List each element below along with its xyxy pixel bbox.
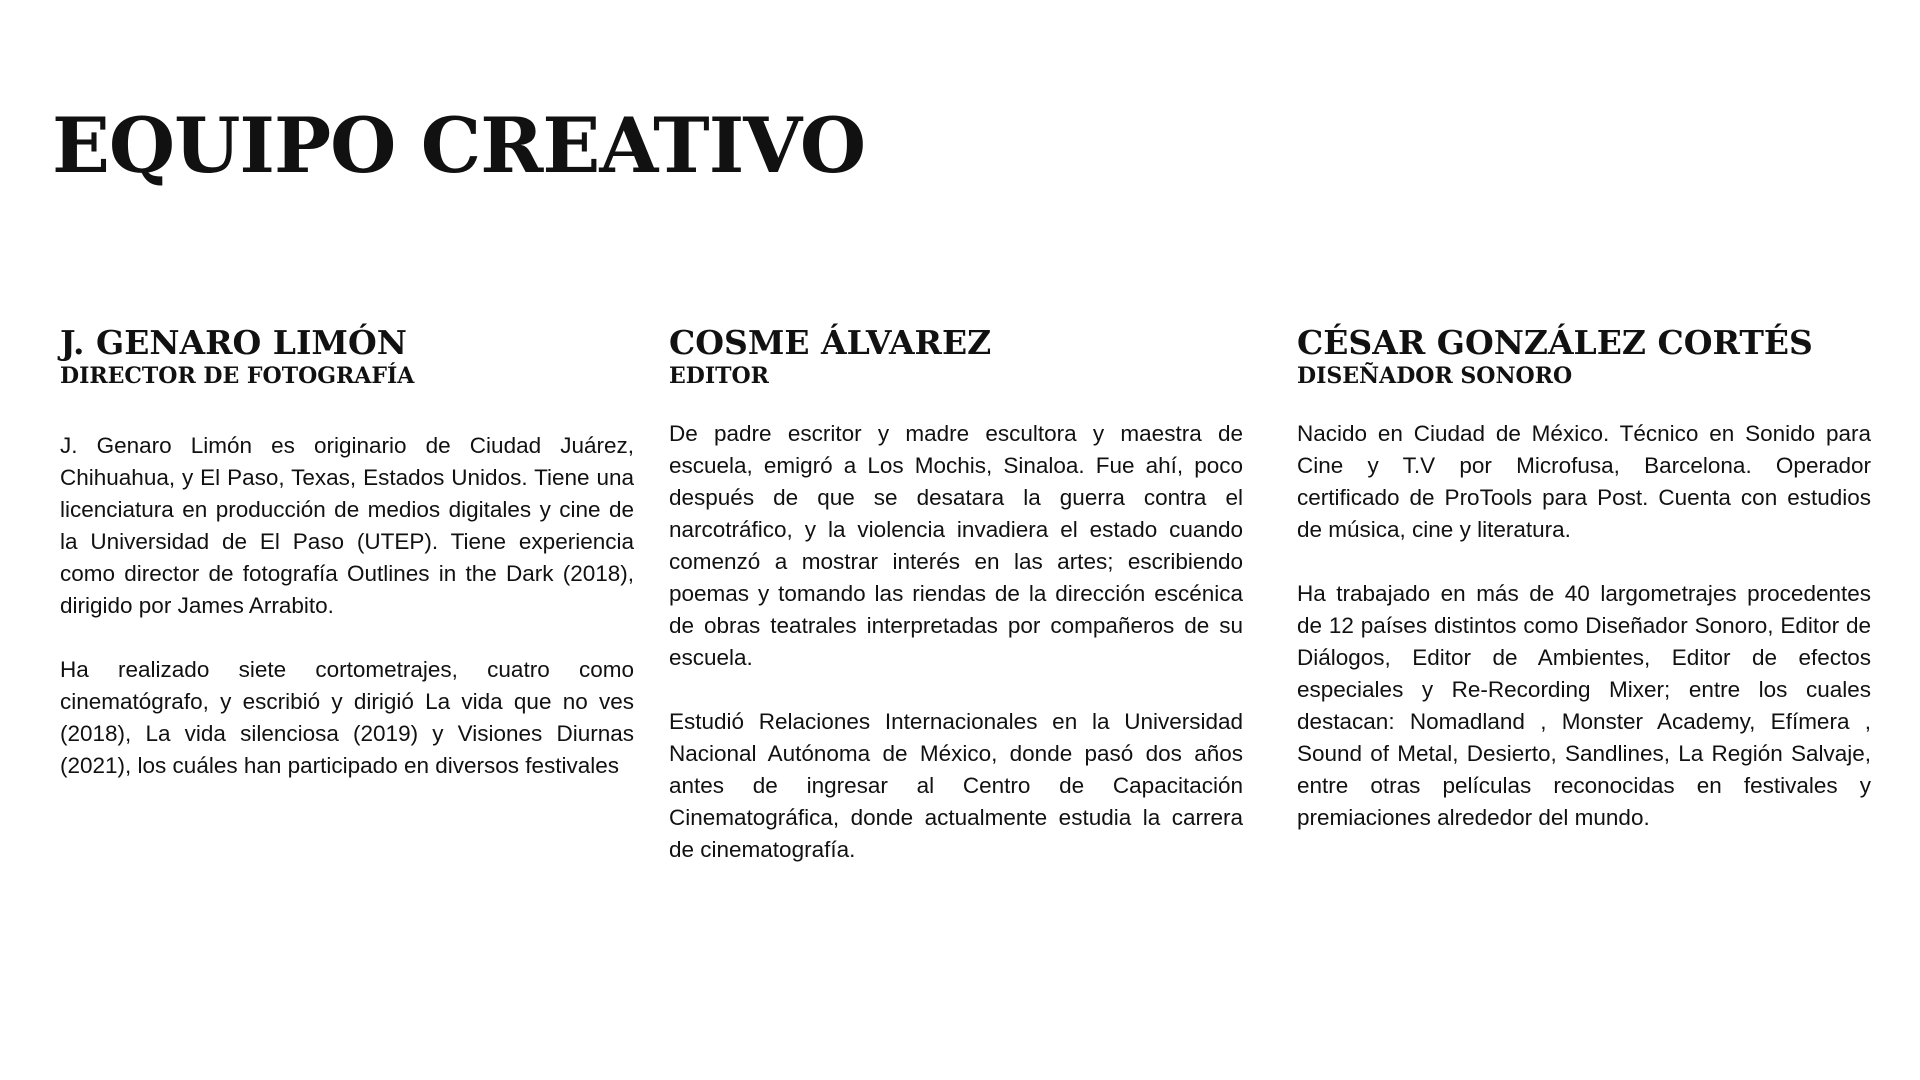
member-bio xyxy=(1297,418,1871,834)
bio-paragraph: J. Genaro Limón es originario de Ciudad Juárez, Chihuahua, y El Paso, Texas, Estados Unidos. Tiene una licenciatura en producción de medios digitales y cine de la Universidad de El Paso (UTEP). Tiene experiencia como director de fotografía Outlines in the Dark (2018), dirigido por James Arrabito. xyxy=(60,432,634,618)
page-title: EQUIPO CREATIVO xyxy=(52,101,866,190)
member-name: COSME ÁLVAREZ xyxy=(669,323,992,362)
bio-paragraph: Ha realizado siete cortometrajes, cuatro como cinematógrafo, y escribió y dirigió La vida que no ves (2018), La vida silenciosa (2019) y Visiones Diurnas (2021), los cuáles han participado en diversos festivales xyxy=(60,656,634,778)
bio-paragraph: Nacido en Ciudad de México. Técnico en Sonido para Cine y T.V por Microfusa, Barcelona. Operador certificado de ProTools para Post. Cuenta con estudios de música, cine y literatura. xyxy=(1297,420,1871,542)
member-card-genaro-limon xyxy=(60,325,634,782)
member-bio xyxy=(60,430,634,782)
member-name: CÉSAR GONZÁLEZ CORTÉS xyxy=(1297,323,1813,362)
member-bio xyxy=(669,418,1243,866)
member-role: DISEÑADOR SONORO xyxy=(1297,363,1573,390)
member-role: EDITOR xyxy=(669,363,769,390)
bio-paragraph: Estudió Relaciones Internacionales en la Universidad Nacional Autónoma de México, donde pasó dos años antes de ingresar al Centro de Capacitación Cinematográfica, donde actualmente estudia la carrera de cinematografía. xyxy=(669,708,1243,862)
bio-paragraph: Ha trabajado en más de 40 largometrajes procedentes de 12 países distintos como Diseñador Sonoro, Editor de Diálogos, Editor de Ambientes, Editor de efectos especiales y Re-Recording Mixer; entre los cuales destacan: Nomadland , Monster Academy, Efímera , Sound of Metal, Desierto, Sandlines, La Región Salvaje, entre otras películas reconocidas en festivales y premiaciones alrededor del mundo. xyxy=(1297,580,1871,830)
member-card-cosme-alvarez xyxy=(669,325,1243,866)
member-name: J. GENARO LIMÓN xyxy=(60,323,407,362)
bio-paragraph: De padre escritor y madre escultora y maestra de escuela, emigró a Los Mochis, Sinaloa. Fue ahí, poco después de que se desatara la guerra contra el narcotráfico, y la violencia invadiera el estado cuando comenzó a mostrar interés en las artes; escribiendo poemas y tomando las riendas de la dirección escénica de obras teatrales interpretadas por compañeros de su escuela. xyxy=(669,420,1243,670)
member-card-cesar-gonzalez-cortes xyxy=(1297,325,1871,834)
member-role: DIRECTOR DE FOTOGRAFÍA xyxy=(60,363,415,390)
